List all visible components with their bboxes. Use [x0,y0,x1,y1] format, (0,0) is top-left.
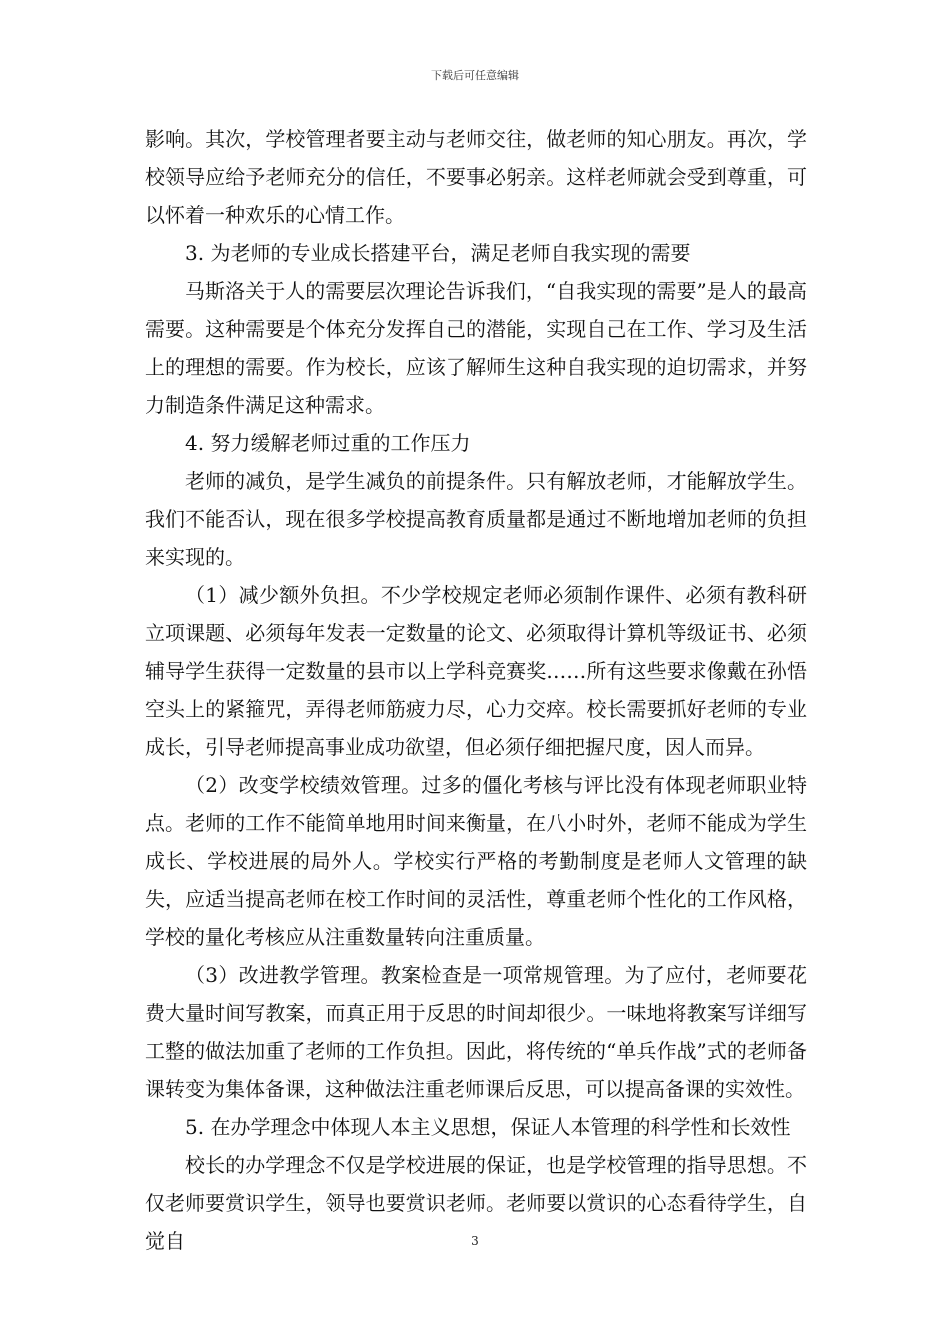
paragraph-item-2: （2）改变学校绩效管理。过多的僵化考核与评比没有体现老师职业特点。老师的工作不能简单地用时间来衡量，在八小时外，老师不能成为学生成长、学校进展的局外人。学校实行严格的考勤制度是老师人文管理的缺失，应适当提高老师在校工作时间的灵活性，尊重老师个性化的工作风格，学校的量化考核应从注重数量转向注重质量。 [145,773,807,949]
paragraph: 马斯洛关于人的需要层次理论告诉我们，“自我实现的需要”是人的最高需要。这种需要是个体充分发挥自己的潜能，实现自己在工作、学习及生活上的理想的需要。作为校长，应该了解师生这种自我实现的迫切需求，并努力制造条件满足这种需求。 [145,279,807,417]
paragraph-item-1: （1）减少额外负担。不少学校规定老师必须制作课件、必须有教科研立项课题、必须每年发表一定数量的论文、必须取得计算机等级证书、必须辅导学生获得一定数量的县市以上学科竞赛奖……所有这些要求像戴在孙悟空头上的紧箍咒，弄得老师筋疲力尽，心力交瘁。校长需要抓好老师的专业成长，引导老师提高事业成功欲望，但必须仔细把握尺度，因人而异。 [145,583,807,759]
section-heading-3: 3. 为老师的专业成长搭建平台，满足老师自我实现的需要 [185,241,691,265]
section-heading-4: 4. 努力缓解老师过重的工作压力 [185,431,471,455]
paragraph-item-3: （3）改进教学管理。教案检查是一项常规管理。为了应付，老师要花费大量时间写教案，而真正用于反思的时间却很少。一味地将教案写详细写工整的做法加重了老师的工作负担。因此，将传统的“单兵作战”式的老师备课转变为集体备课，这种做法注重老师课后反思，可以提高备课的实效性。 [145,963,807,1101]
page-header: 下载后可任意编辑 [431,69,519,82]
page-number: 3 [471,1234,479,1248]
paragraph-continuation: 影响。其次，学校管理者要主动与老师交往，做老师的知心朋友。再次，学校领导应给予老师充分的信任，不要事必躬亲。这样老师就会受到尊重，可以怀着一种欢乐的心情工作。 [145,127,807,227]
document-body [145,120,807,1260]
paragraph: 老师的减负，是学生减负的前提条件。只有解放老师，才能解放学生。我们不能否认，现在很多学校提高教育质量都是通过不断地增加老师的负担来实现的。 [145,469,807,569]
section-heading-5: 5. 在办学理念中体现人本主义思想，保证人本管理的科学性和长效性 [185,1115,791,1139]
paragraph: 校长的办学理念不仅是学校进展的保证，也是学校管理的指导思想。不仅老师要赏识学生，领导也要赏识老师。老师要以赏识的心态看待学生，自觉自 [145,1153,807,1253]
